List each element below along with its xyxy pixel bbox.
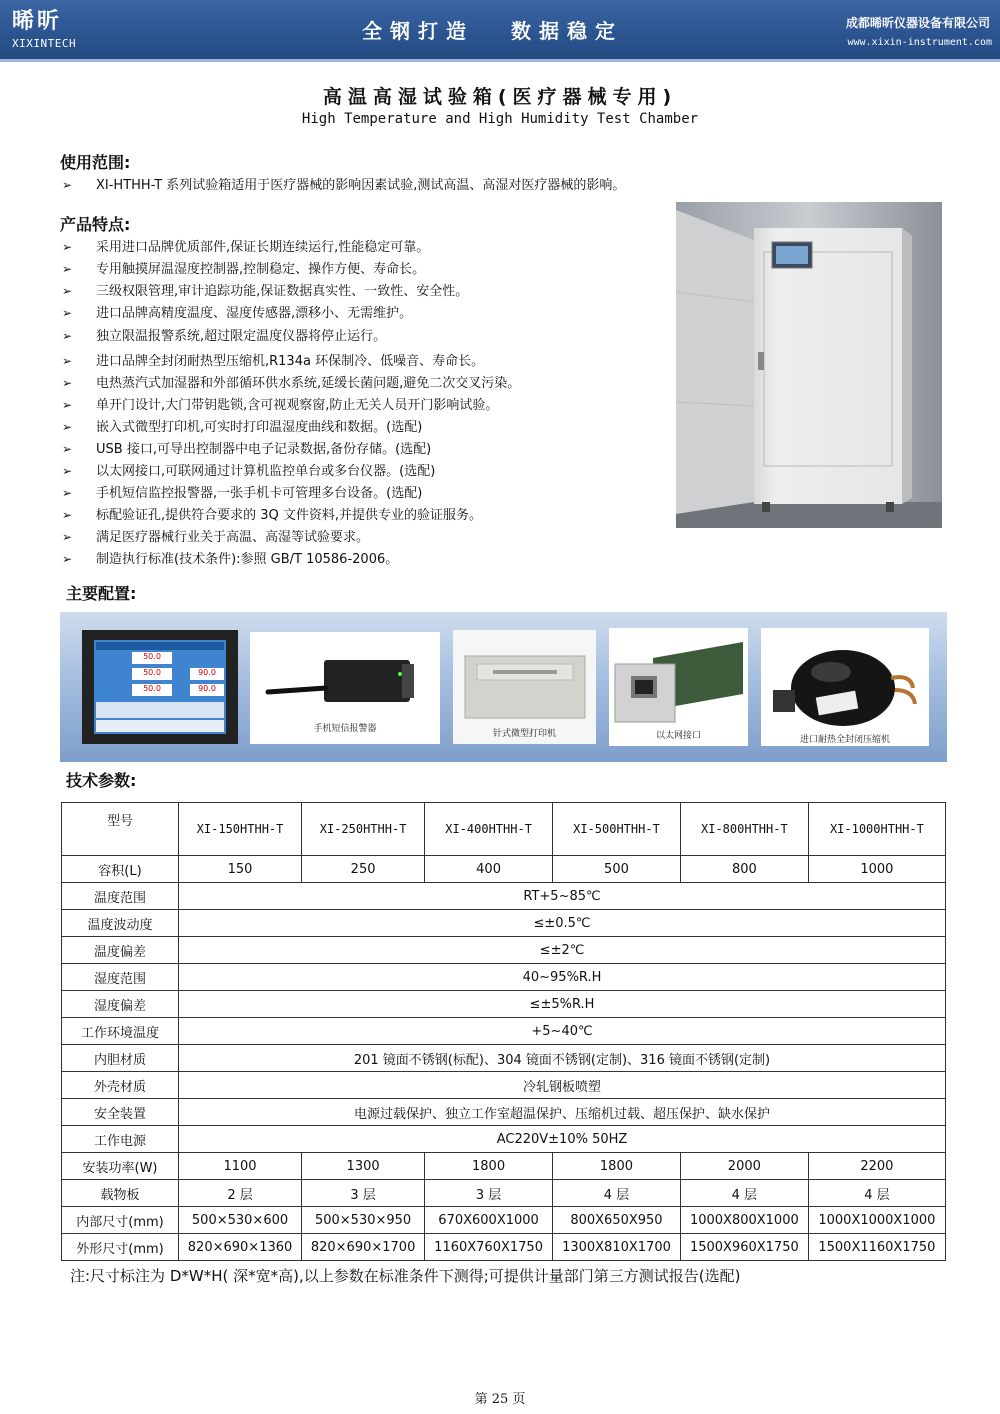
table-row <box>62 803 946 856</box>
config-caption: 针式微型打印机 <box>492 729 556 739</box>
arrow-bullet-icon: ➢ <box>62 178 73 192</box>
table-cell: 800X650X950 <box>553 1207 681 1234</box>
table-cell: 1800 <box>553 1153 681 1180</box>
feature-item: ➢ 单开门设计,大门带钥匙锁,含可视观察窗,防止无关人员开门影响试验。 <box>62 398 499 413</box>
feature-item: ➢ 以太网接口,可联网通过计算机监控单台或多台仪器。(选配) <box>62 464 436 479</box>
product-title-cn: 高温高湿试验箱(医疗器械专用) <box>322 86 678 108</box>
usage-heading: 使用范围: <box>60 153 131 172</box>
page-number: 第 25 页 <box>474 1392 526 1407</box>
row-label: 容积(L) <box>62 856 179 883</box>
feature-item: ➢ 进口品牌高精度温度、湿度传感器,漂移小、无需维护。 <box>62 306 413 321</box>
arrow-bullet-icon: ➢ <box>62 508 73 522</box>
table-row <box>62 1126 946 1153</box>
table-cell: 2200 <box>808 1153 945 1180</box>
table-cell: 820×690×1700 <box>302 1234 425 1261</box>
spec-note: 注:尺寸标注为 D*W*H( 深*宽*高),以上参数在标准条件下测得;可提供计量部门第三方测试报告(选配) <box>70 1267 741 1285</box>
table-cell: 4 层 <box>808 1180 945 1207</box>
arrow-bullet-icon: ➢ <box>62 420 73 434</box>
brand-logo-cn: 晞昕 <box>12 9 63 34</box>
table-cell: ≤±5%R.H <box>179 991 946 1018</box>
row-label: 安全装置 <box>62 1099 179 1126</box>
row-label: 内部尺寸(mm) <box>62 1207 179 1234</box>
table-row <box>62 1234 946 1261</box>
table-cell: RT+5~85℃ <box>179 883 946 910</box>
feature-item: ➢ USB 接口,可导出控制器中电子记录数据,备份存储。(选配) <box>62 442 432 457</box>
screen-hum-value: 90.0 <box>198 668 216 677</box>
config-compressor <box>761 628 929 746</box>
row-label: 型号 <box>62 803 179 856</box>
arrow-bullet-icon: ➢ <box>62 306 73 320</box>
feature-item: ➢ 制造执行标准(技术条件):参照 GB/T 10586-2006。 <box>62 552 399 567</box>
table-cell: 1000 <box>808 856 945 883</box>
row-label: 外壳材质 <box>62 1072 179 1099</box>
feature-item: ➢ 标配验证孔,提供符合要求的 3Q 文件资料,并提供专业的验证服务。 <box>62 508 483 523</box>
config-caption: 手机短信报警器 <box>313 724 377 734</box>
arrow-bullet-icon: ➢ <box>62 376 73 390</box>
table-cell: +5~40℃ <box>179 1018 946 1045</box>
config-strip <box>60 612 947 762</box>
row-label: 载物板 <box>62 1180 179 1207</box>
table-cell: 1300 <box>302 1153 425 1180</box>
screen-temp-value: 50.0 <box>143 668 161 677</box>
row-label: 温度范围 <box>62 883 179 910</box>
arrow-bullet-icon: ➢ <box>62 262 73 276</box>
arrow-bullet-icon: ➢ <box>62 398 73 412</box>
arrow-bullet-icon: ➢ <box>62 284 73 298</box>
model-cell: XI-400HTHH-T <box>425 803 553 856</box>
table-cell: 670X600X1000 <box>425 1207 553 1234</box>
row-label: 工作环境温度 <box>62 1018 179 1045</box>
table-cell: 2000 <box>680 1153 808 1180</box>
table-cell: 1500X1160X1750 <box>808 1234 945 1261</box>
feature-item: ➢ 满足医疗器械行业关于高温、高湿等试验要求。 <box>62 530 370 545</box>
feature-item: ➢ 手机短信监控报警器,一张手机卡可管理多台设备。(选配) <box>62 486 423 501</box>
model-cell: XI-150HTHH-T <box>179 803 302 856</box>
company-website: www.xixin-instrument.com <box>847 37 992 48</box>
table-cell: 1800 <box>425 1153 553 1180</box>
model-cell: XI-250HTHH-T <box>302 803 425 856</box>
arrow-bullet-icon: ➢ <box>62 240 73 254</box>
table-cell: 1500X960X1750 <box>680 1234 808 1261</box>
table-cell: 40~95%R.H <box>179 964 946 991</box>
table-row <box>62 1072 946 1099</box>
table-cell: 500 <box>553 856 681 883</box>
page-header <box>0 0 1000 62</box>
table-cell: 3 层 <box>302 1180 425 1207</box>
test-chamber-photo <box>676 202 942 528</box>
table-cell: 1300X810X1700 <box>553 1234 681 1261</box>
feature-item: ➢ 嵌入式微型打印机,可实时打印温湿度曲线和数据。(选配) <box>62 420 423 435</box>
table-cell: 800 <box>680 856 808 883</box>
table-row <box>62 964 946 991</box>
arrow-bullet-icon: ➢ <box>62 530 73 544</box>
feature-item: ➢ 专用触摸屏温湿度控制器,控制稳定、操作方便、寿命长。 <box>62 262 426 277</box>
feature-item: ➢ 三级权限管理,审计追踪功能,保证数据真实性、一致性、安全性。 <box>62 284 469 299</box>
table-row <box>62 1099 946 1126</box>
model-cell: XI-500HTHH-T <box>553 803 681 856</box>
config-sms-alarm <box>250 632 440 744</box>
feature-item: ➢ 进口品牌全封闭耐热型压缩机,R134a 环保制冷、低噪音、寿命长。 <box>62 354 485 369</box>
row-label: 工作电源 <box>62 1126 179 1153</box>
row-label: 温度波动度 <box>62 910 179 937</box>
table-cell: 500×530×950 <box>302 1207 425 1234</box>
screen-temp-value: 50.0 <box>143 684 161 693</box>
config-heading: 主要配置: <box>66 584 137 603</box>
table-cell: 电源过载保护、独立工作室超温保护、压缩机过载、超压保护、缺水保护 <box>179 1099 946 1126</box>
table-cell: 400 <box>425 856 553 883</box>
table-row <box>62 937 946 964</box>
table-row <box>62 1207 946 1234</box>
screen-temp-value: 50.0 <box>143 652 161 661</box>
config-caption: 以太网接口 <box>655 731 701 741</box>
arrow-bullet-icon: ➢ <box>62 442 73 456</box>
table-cell: AC220V±10% 50HZ <box>179 1126 946 1153</box>
config-printer <box>453 630 596 744</box>
arrow-bullet-icon: ➢ <box>62 486 73 500</box>
table-cell: 820×690×1360 <box>179 1234 302 1261</box>
table-cell: 1000X800X1000 <box>680 1207 808 1234</box>
config-controller <box>82 630 238 744</box>
table-cell: 500×530×600 <box>179 1207 302 1234</box>
table-cell: 2 层 <box>179 1180 302 1207</box>
table-row <box>62 1018 946 1045</box>
arrow-bullet-icon: ➢ <box>62 464 73 478</box>
arrow-bullet-icon: ➢ <box>62 329 73 343</box>
spec-heading: 技术参数: <box>66 771 137 790</box>
row-label: 湿度偏差 <box>62 991 179 1018</box>
table-cell: 4 层 <box>680 1180 808 1207</box>
table-cell: 1000X1000X1000 <box>808 1207 945 1234</box>
table-row <box>62 883 946 910</box>
table-row <box>62 1153 946 1180</box>
screen-hum-value: 90.0 <box>198 684 216 693</box>
spec-table <box>61 802 946 1261</box>
feature-item: ➢ 电热蒸汽式加湿器和外部循环供水系统,延缓长菌问题,避免二次交叉污染。 <box>62 376 521 391</box>
usage-text: ➢ XI-HTHH-T 系列试验箱适用于医疗器械的影响因素试验,测试高温、高湿对医疗器械的影响。 <box>62 178 626 193</box>
table-cell: 冷轧钢板喷塑 <box>179 1072 946 1099</box>
table-row <box>62 1045 946 1072</box>
table-cell: 201 镜面不锈钢(标配)、304 镜面不锈钢(定制)、316 镜面不锈钢(定制) <box>179 1045 946 1072</box>
arrow-bullet-icon: ➢ <box>62 354 73 368</box>
table-cell: 3 层 <box>425 1180 553 1207</box>
feature-item: ➢ 采用进口品牌优质部件,保证长期连续运行,性能稳定可靠。 <box>62 240 430 255</box>
model-cell: XI-800HTHH-T <box>680 803 808 856</box>
header-slogan: 全钢打造 数据稳定 <box>362 19 623 43</box>
config-ethernet <box>609 628 748 746</box>
row-label: 湿度范围 <box>62 964 179 991</box>
features-heading: 产品特点: <box>60 215 131 234</box>
table-row <box>62 991 946 1018</box>
table-cell: 4 层 <box>553 1180 681 1207</box>
row-label: 内胆材质 <box>62 1045 179 1072</box>
table-cell: 250 <box>302 856 425 883</box>
config-caption: 进口耐热全封闭压缩机 <box>799 735 890 745</box>
table-row <box>62 1180 946 1207</box>
row-label: 外形尺寸(mm) <box>62 1234 179 1261</box>
product-title-en: High Temperature and High Humidity Test Chamber <box>301 111 699 127</box>
table-row <box>62 910 946 937</box>
feature-item: ➢ 独立限温报警系统,超过限定温度仪器将停止运行。 <box>62 329 387 344</box>
table-row <box>62 856 946 883</box>
table-cell: ≤±2℃ <box>179 937 946 964</box>
model-cell: XI-1000HTHH-T <box>808 803 945 856</box>
arrow-bullet-icon: ➢ <box>62 552 73 566</box>
row-label: 安装功率(W) <box>62 1153 179 1180</box>
table-cell: ≤±0.5℃ <box>179 910 946 937</box>
brand-logo-en: XIXINTECH <box>12 37 77 50</box>
table-cell: 1100 <box>179 1153 302 1180</box>
company-name: 成都晞昕仪器设备有限公司 <box>845 16 990 30</box>
table-cell: 150 <box>179 856 302 883</box>
row-label: 温度偏差 <box>62 937 179 964</box>
table-cell: 1160X760X1750 <box>425 1234 553 1261</box>
